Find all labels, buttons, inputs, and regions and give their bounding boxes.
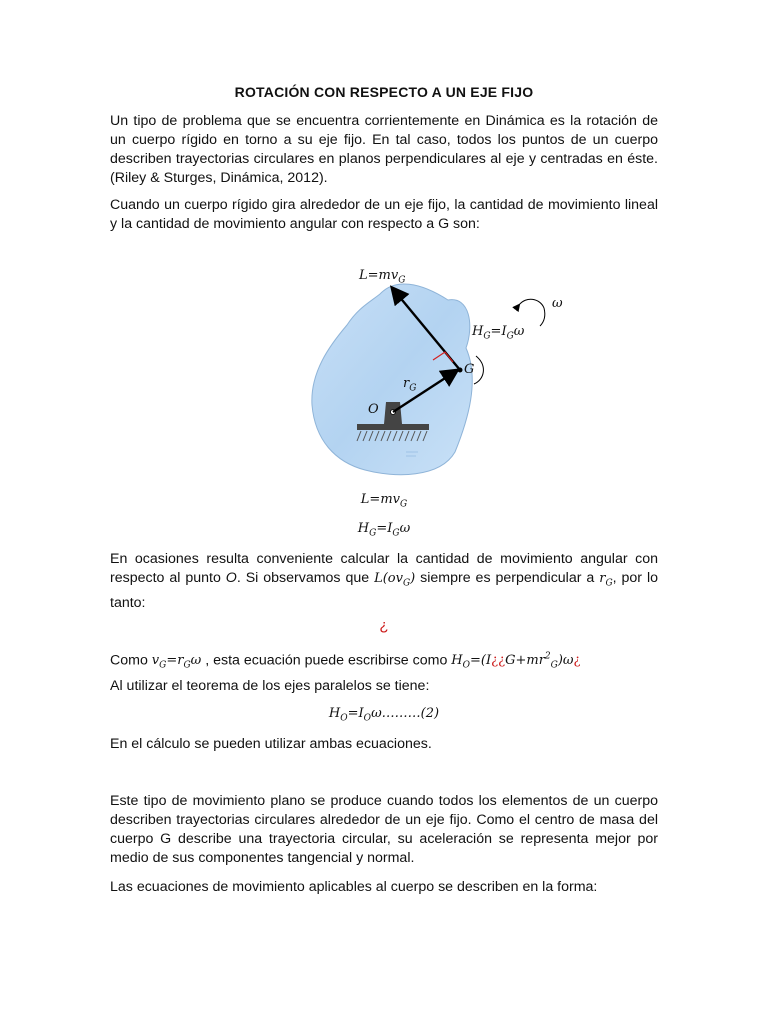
rotation-diagram — [300, 258, 600, 483]
paragraph-como: Como $v_G=r_G\omega$ , esta ecuación puede escribirse como $H_O=(I¿¿G+mr^2_G)\omega¿$ — [110, 652, 581, 671]
rotation-arc-G — [474, 356, 483, 384]
paragraph-parallel-axes: Al utilizar el teorema de los ejes paralelos se tiene: — [110, 678, 430, 694]
omega-arc — [519, 299, 545, 326]
rigid-body-shape — [312, 284, 475, 475]
label-omega: ω — [552, 296, 563, 311]
paragraph-both-equations: En el cálculo se pueden utilizar ambas ecuaciones. — [110, 736, 432, 752]
equation-angular-momentum: $H_G=I_G\omega$ — [357, 521, 411, 539]
label-O: O — [368, 402, 379, 417]
paragraph-plane-motion: Este tipo de movimiento plano se produce cuando todos los elementos de un cuerpo describen trayectorias circulares alrededor de un eje fijo. Como el centro de masa del cuerpo G describe una trayectoria circular, su aceleración se representa mejor por medio de sus componentes tangencial y normal. — [110, 793, 658, 866]
label-angular-momentum: $H_G=I_G\omega$ — [472, 324, 525, 342]
equation-HO: $H_O=I_O\omega\dots\dots\dots(2)$ — [328, 706, 440, 724]
label-G: G — [464, 362, 475, 377]
support-base — [357, 424, 429, 430]
page-title: ROTACIÓN CON RESPECTO A UN EJE FIJO — [234, 84, 534, 100]
paragraph-intro: Un tipo de problema que se encuentra corrientemente en Dinámica es la rotación de un cuerpo rígido en torno a su eje fijo. En tal caso, todos los puntos de un cuerpo describen trayectorias circulares en planos perpendiculares al eje y centradas en éste. (Riley & Sturges, Dinámica, 2012). — [110, 113, 658, 186]
label-linear-momentum: $L=mv_G$ — [359, 268, 406, 286]
equation-linear-momentum: $L=mv_G$ — [360, 492, 408, 510]
label-rG: $r_G$ — [403, 376, 417, 394]
paragraph-point-O: En ocasiones resulta conveniente calcular la cantidad de movimiento angular con respecto al punto O. Si observamos que $L(ov_G)$ siempre es perpendicular a $r_G$, por lo tanto: — [110, 551, 658, 611]
center-of-mass-G — [458, 368, 463, 373]
paragraph-equations-of-motion: Las ecuaciones de movimiento aplicables al cuerpo se describen en la forma: — [110, 879, 598, 895]
paragraph-momentum: Cuando un cuerpo rígido gira alrededor de un eje fijo, la cantidad de movimiento lineal y la cantidad de movimiento angular con respecto a G son: — [110, 197, 658, 232]
stray-glyph: ¿ — [379, 617, 389, 634]
